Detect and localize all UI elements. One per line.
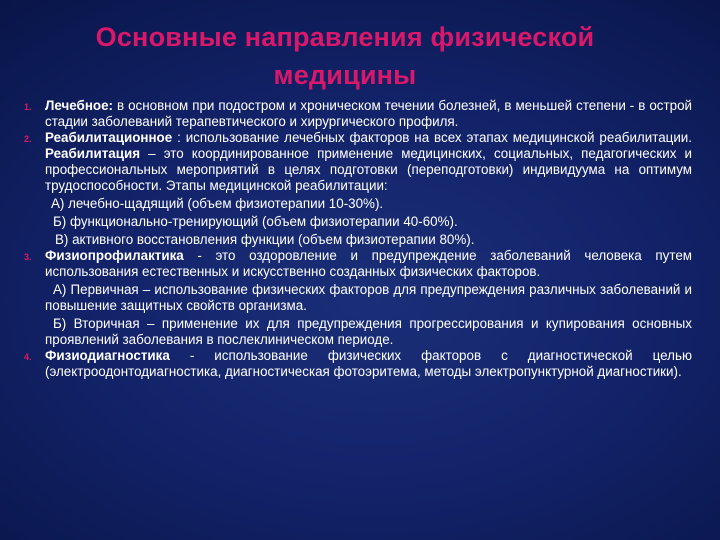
list-item-term: Реабилитационное [45, 130, 173, 145]
list-item-therapeutic [24, 98, 692, 130]
sub-item-stage-c: В) активного восстановления функции (объем физиотерапии 80%). [55, 232, 475, 247]
list-item-diagnostics [24, 348, 692, 380]
sub-item-primary: А) Первичная – использование физических факторов для предупреждения различных заболеваний и повышение защитных свойств организма. [45, 282, 692, 313]
list-item-number: 2. [24, 134, 32, 144]
list-item-term: Физиодиагностика [45, 348, 170, 363]
list-item-number: 4. [24, 352, 32, 362]
list-item-description: - использование физических факторов с диагностической целью (электроодонтодиагностика, диагностическая фотоэритема, методы электропунктурной диагностики). [45, 348, 692, 379]
list-item-prophylaxis [24, 248, 692, 280]
slide-content [24, 98, 692, 380]
list-item-rehabilitation [24, 130, 692, 194]
list-item-number: 3. [24, 252, 32, 262]
slide-title-line-1: Основные направления физической [95, 22, 595, 52]
list-item-text [45, 248, 692, 280]
list-item-description: в основном при подостром и хроническом течении болезней, в меньшей степени - в острой стадии заболеваний терапевтического и хирургического профиля. [45, 98, 692, 129]
list-item-text [45, 348, 692, 380]
list-item-description: - это оздоровление и предупреждение заболеваний человека путем использования естественных и искусственно созданных физических факторов. [45, 248, 692, 279]
list-item-description-2: – это координированное применение медицинских, социальных, педагогических и профессиональных мероприятий в целях подготовки (переподготовки) индивидуума на оптимум трудоспособности. Этапы медицинской реабилитации: [45, 146, 692, 193]
list-item-text [45, 130, 692, 194]
sub-item-stage-a: А) лечебно-щадящий (объем физиотерапии 10-30%). [51, 196, 384, 211]
sub-item-secondary: Б) Вторичная – применение их для предупреждения прогрессирования и купирования основных проявлений заболевания в послеклиническом периоде. [45, 316, 692, 347]
list-item-term: Физиопрофилактика [45, 248, 184, 263]
list-item-term: Лечебное: [45, 98, 113, 113]
list-item-description: : использование лечебных факторов на всех этапах медицинской реабилитации. [172, 130, 692, 145]
sub-item-stage-b: Б) функционально-тренирующий (объем физиотерапии 40-60%). [53, 214, 458, 229]
list-item-text [45, 98, 692, 130]
list-item-number: 1. [24, 102, 32, 112]
slide-title-line-2: медицины [273, 60, 417, 90]
list-item-term-2: Реабилитация [45, 146, 141, 161]
slide-title [0, 18, 690, 94]
